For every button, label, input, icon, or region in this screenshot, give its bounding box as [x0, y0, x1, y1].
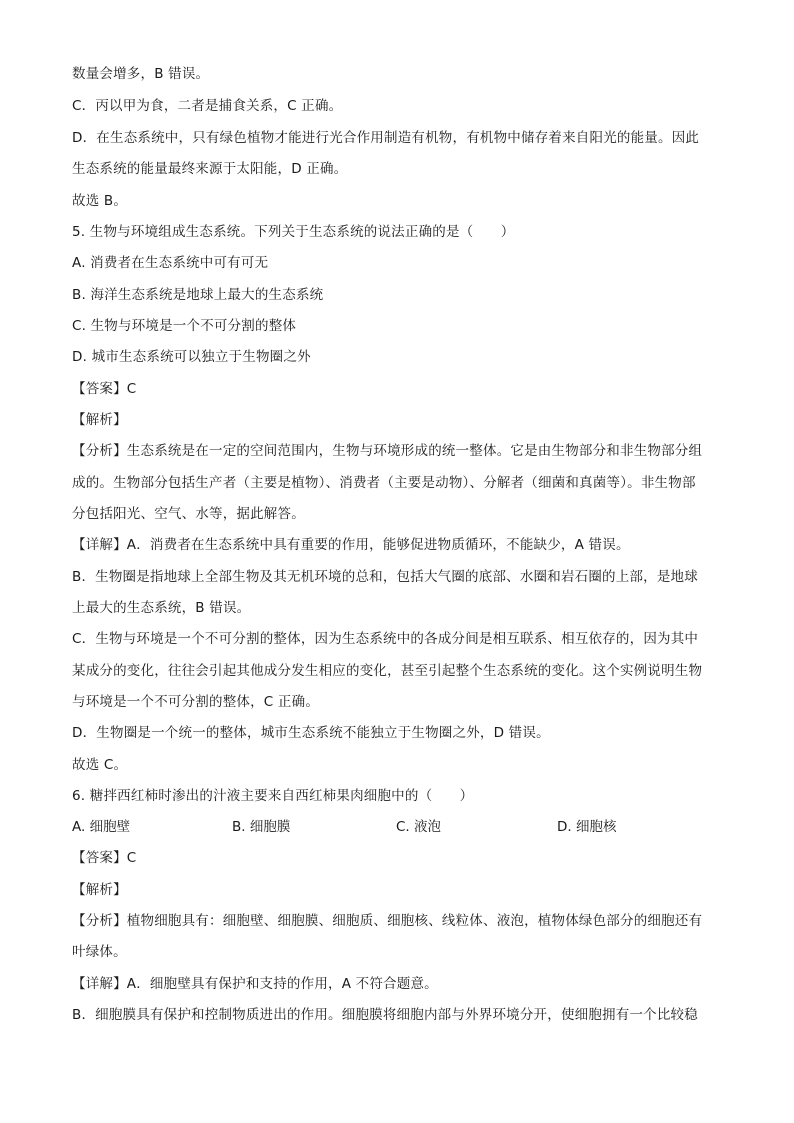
text-line: 数量会增多，B 错误。	[72, 66, 210, 82]
text-line: 某成分的变化，往往会引起其他成分发生相应的变化，甚至引起整个生态系统的变化。这个实例说明生物	[72, 663, 703, 679]
text-line: 上最大的生态系统，B 错误。	[72, 600, 251, 616]
question-5-option-c: C. 生物与环境是一个不可分割的整体	[72, 318, 297, 334]
text-line: D．在生态系统中，只有绿色植物才能进行光合作用制造有机物，有机物中储存着来自阳光的能量。因此	[72, 130, 700, 146]
text-line: C．丙以甲为食，二者是捕食关系，C 正确。	[72, 98, 343, 114]
question-5-stem: 5. 生物与环境组成生态系统。下列关于生态系统的说法正确的是（ ）	[72, 224, 515, 240]
analysis-heading: 【解析】	[72, 412, 127, 428]
analysis-heading: 【解析】	[72, 882, 127, 898]
question-6-option-b: B. 细胞膜	[232, 819, 291, 835]
text-line: 成的。生物部分包括生产者（主要是植物）、消费者（主要是动物）、分解者（细菌和真菌等）。非生物部	[72, 475, 696, 491]
text-line: 【分析】生态系统是在一定的空间范围内，生物与环境形成的统一整体。它是由生物部分和非生物部分组	[72, 443, 703, 459]
text-line: D．生物圈是一个统一的整体，城市生态系统不能独立于生物圈之外，D 错误。	[72, 725, 550, 741]
text-line: 故选 B。	[72, 193, 128, 209]
text-line: 分包括阳光、空气、水等，据此解答。	[72, 506, 305, 522]
text-line: B．细胞膜具有保护和控制物质进出的作用。细胞膜将细胞内部与外界环境分开，使细胞拥有一个比较稳	[72, 1007, 698, 1023]
question-5-option-d: D. 城市生态系统可以独立于生物圈之外	[72, 349, 311, 365]
text-line: 生态系统的能量最终来源于太阳能，D 正确。	[72, 161, 348, 177]
question-6-option-c: C. 液泡	[396, 819, 442, 835]
text-line: 【详解】A．消费者在生态系统中具有重要的作用，能够促进物质循环，不能缺少，A 错误。	[72, 537, 630, 553]
answer-label: 【答案】C	[72, 850, 137, 866]
question-6-option-a: A. 细胞壁	[72, 819, 131, 835]
text-line: 与环境是一个不可分割的整体，C 正确。	[72, 694, 320, 710]
text-line: C．生物与环境是一个不可分割的整体，因为生态系统中的各成分间是相互联系、相互依存的，因为其中	[72, 631, 699, 647]
question-6-stem: 6. 糖拌西红柿时渗出的汁液主要来自西红柿果肉细胞中的（ ）	[72, 788, 474, 804]
text-line: B．生物圈是指地球上全部生物及其无机环境的总和，包括大气圈的底部、水圈和岩石圈的上部，是地球	[72, 569, 698, 585]
text-line: 【分析】植物细胞具有：细胞壁、细胞膜、细胞质、细胞核、线粒体、液泡，植物体绿色部分的细胞还有	[72, 913, 703, 929]
text-line: 叶绿体。	[72, 944, 127, 960]
question-5-option-a: A. 消费者在生态系统中可有可无	[72, 255, 269, 271]
text-line: 故选 C。	[72, 757, 128, 773]
answer-label: 【答案】C	[72, 381, 137, 397]
question-5-option-b: B. 海洋生态系统是地球上最大的生态系统	[72, 287, 324, 303]
text-line: 【详解】A．细胞壁具有保护和支持的作用，A 不符合题意。	[72, 976, 438, 992]
question-6-option-d: D. 细胞核	[557, 819, 617, 835]
